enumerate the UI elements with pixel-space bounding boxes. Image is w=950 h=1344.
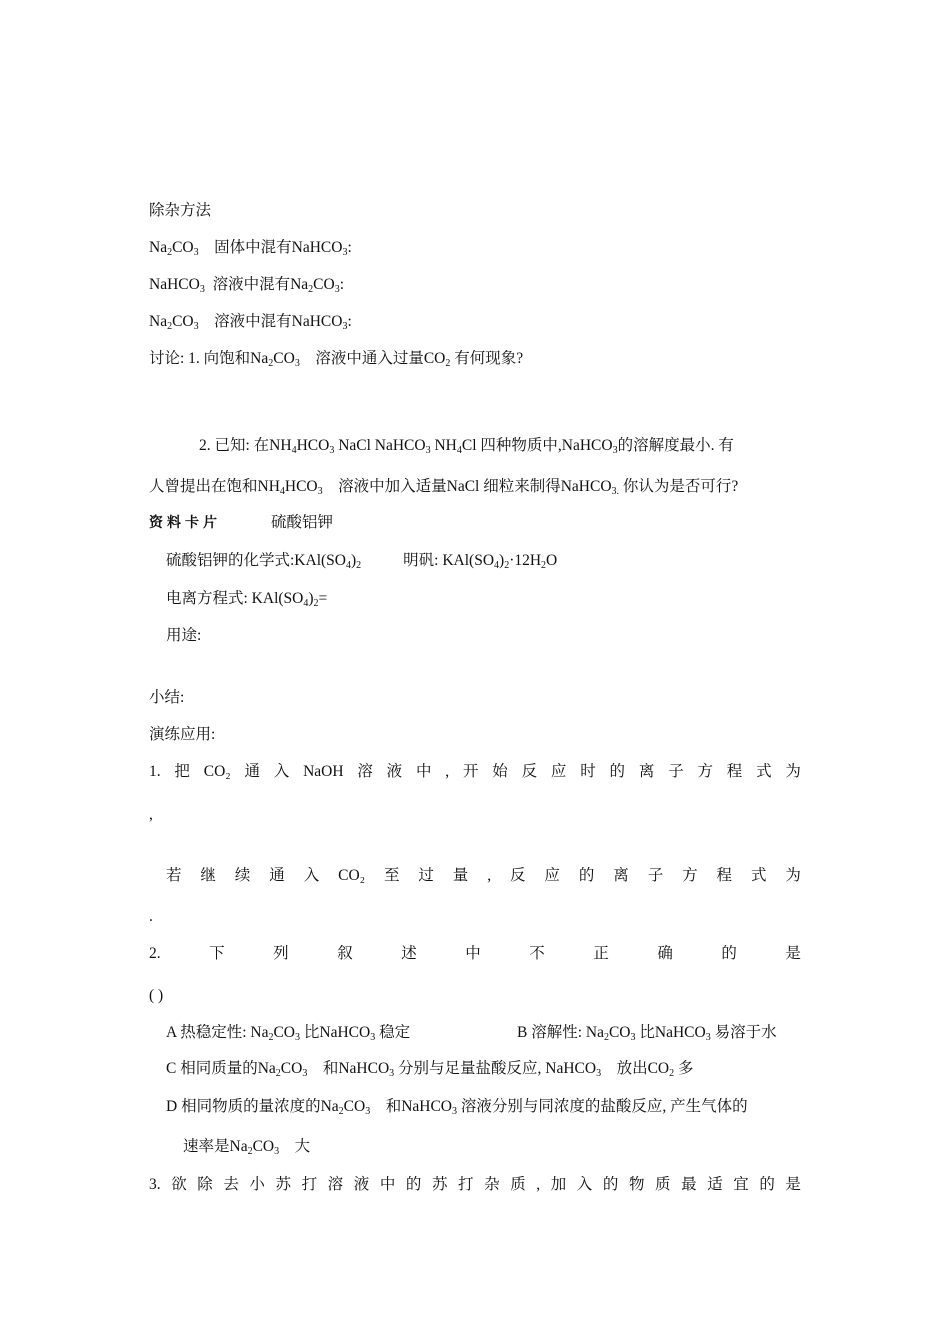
practice-1-token: 中: [415, 763, 432, 780]
practice-1-token: 子: [668, 763, 684, 780]
practice-3-token: 质: [655, 1176, 671, 1193]
practice-1-token: 离: [638, 763, 655, 780]
option-c: C 相同质量的$Na_2CO_3$ 和NaHCO$_3$ 分别与足量盐酸反应, NaHCO$_3$ 放出$CO_2$ 多: [166, 1060, 694, 1079]
practice-1-cont-token: ,: [487, 867, 492, 884]
discussion-q2-line-1: 2. 已知: 在$NH_4HCO_3$ NaCl NaHCO$_3$ $NH_4Cl$ 四种物质中,NaHCO$_3$的溶解度最小. 有: [199, 437, 734, 456]
practice-2-token: 的: [721, 945, 737, 962]
impurity-line-2: NaHCO$_3$ 溶液中混有$Na_2CO_3$:: [149, 276, 344, 295]
practice-3-token: ,: [536, 1176, 541, 1193]
practice-1-cont-token: 继: [200, 867, 216, 884]
practice-1-cont-token: 反: [510, 867, 526, 884]
practice-1-cont-token: 为: [785, 867, 801, 884]
card-use-line: 用途:: [166, 627, 202, 644]
option-b: B 溶解性: $Na_2CO_3$ 比NaHCO$_3$ 易溶于水: [517, 1024, 777, 1043]
practice-1-cont-token: 方: [682, 867, 698, 884]
discussion-q1: 讨论: 1. 向饱和$Na_2CO_3$ 溶液中通入过量$CO_2$ 有何现象?: [149, 350, 524, 369]
practice-1-line: [149, 762, 801, 782]
practice-1-cont-token: 的: [578, 867, 595, 884]
practice-2-token: 述: [401, 945, 417, 962]
practice-1-token: CO₂: [203, 763, 231, 780]
practice-1-cont-token: 量: [452, 867, 469, 884]
info-card-header: [149, 513, 333, 533]
practice-1-period: .: [149, 908, 153, 925]
practice-1-cont-token: 式: [750, 867, 767, 884]
practice-1-cont-token: 通: [269, 867, 285, 884]
info-card-label: 资料卡片: [149, 515, 221, 531]
practice-1-token: 溶: [357, 763, 373, 780]
practice-3-token: 的: [602, 1176, 619, 1193]
practice-2-token: 中: [465, 945, 481, 962]
practice-2-line: [149, 944, 801, 964]
practice-3-token: 除: [197, 1176, 213, 1193]
practice-3-token: 打: [458, 1176, 474, 1193]
practice-2-token: 是: [785, 945, 801, 962]
practice-2-token: 列: [273, 945, 289, 962]
practice-1-cont-token: CO₂: [338, 867, 366, 884]
practice-3-token: 是: [785, 1176, 801, 1193]
practice-3-token: 最: [681, 1176, 697, 1193]
practice-1-token: ,: [445, 763, 450, 780]
practice-1-token: 液: [386, 763, 403, 780]
practice-3-token: 加: [550, 1176, 567, 1193]
practice-3-token: 质: [510, 1176, 526, 1193]
practice-2-token: 不: [529, 945, 545, 962]
practice-2-token: 下: [209, 945, 225, 962]
option-a: A 热稳定性: $Na_2CO_3$ 比NaHCO$_3$ 稳定: [166, 1024, 411, 1043]
practice-2-token: 正: [593, 945, 609, 962]
practice-3-line: [149, 1175, 801, 1195]
option-d: D 相同物质的量浓度的$Na_2CO_3$ 和NaHCO$_3$ 溶液分别与同浓度的盐酸反应, 产生气体的: [166, 1098, 748, 1117]
practice-1-continuation: [166, 866, 801, 886]
practice-1-token: 方: [697, 763, 713, 780]
practice-1-comma: ,: [149, 806, 153, 823]
practice-1-token: 程: [726, 763, 743, 780]
practice-1-cont-token: 若: [166, 867, 182, 884]
practice-3-token: 液: [353, 1176, 370, 1193]
practice-1-token: 反: [521, 763, 538, 780]
practice-3-token: 中: [379, 1176, 396, 1193]
practice-1-token: 应: [550, 763, 567, 780]
practice-3-token: 适: [707, 1176, 723, 1193]
practice-3-token: 物: [628, 1176, 645, 1193]
practice-1-cont-token: 过: [418, 867, 434, 884]
practice-1-token: NaOH: [303, 763, 344, 780]
practice-3-token: 3.: [149, 1176, 161, 1193]
practice-1-token: 通: [244, 763, 260, 780]
practice-3-token: 去: [223, 1176, 239, 1193]
practice-3-token: 苏: [275, 1176, 292, 1193]
practice-1-token: 1.: [149, 763, 161, 780]
info-card-title: 硫酸铝钾: [271, 514, 334, 531]
discussion-q2-line-2: 人曾提出在饱和$NH_4HCO_3$ 溶液中加入适量NaCl 细粒来制得NaHCO$_{3.}$ 你认为是否可行?: [149, 478, 739, 497]
practice-3-token: 打: [301, 1176, 318, 1193]
practice-1-cont-token: 子: [647, 867, 664, 884]
practice-3-token: 苏: [431, 1176, 448, 1193]
practice-1-token: 把: [174, 763, 190, 780]
practice-1-token: 为: [785, 763, 801, 780]
practice-1-cont-token: 程: [716, 867, 733, 884]
practice-3-token: 的: [759, 1176, 775, 1193]
practice-title: 演练应用:: [149, 726, 216, 743]
impurity-line-1: $Na_2CO_3$ 固体中混有NaHCO$_3$:: [149, 239, 352, 258]
practice-1-token: 开: [462, 763, 479, 780]
practice-3-token: 溶: [327, 1176, 344, 1193]
practice-1-token: 的: [609, 763, 626, 780]
practice-1-cont-token: 应: [544, 867, 560, 884]
practice-1-cont-token: 续: [234, 867, 251, 884]
practice-3-token: 小: [249, 1176, 265, 1193]
practice-2-answer-paren: ( ): [149, 987, 164, 1004]
impurity-line-3: $Na_2CO_3$ 溶液中混有NaHCO$_3$:: [149, 313, 352, 332]
summary-label: 小结:: [149, 689, 185, 706]
practice-1-token: 时: [580, 763, 596, 780]
practice-1-token: 始: [492, 763, 508, 780]
practice-3-token: 杂: [484, 1176, 500, 1193]
practice-1-token: 入: [273, 763, 290, 780]
option-d-continuation: 速率是$Na_2CO_3$ 大: [183, 1138, 311, 1157]
practice-2-token: 2.: [149, 945, 161, 962]
practice-1-cont-token: 入: [303, 867, 320, 884]
practice-1-cont-token: 至: [383, 867, 400, 884]
practice-2-token: 确: [657, 945, 673, 962]
card-formula-line: 硫酸铝钾的化学式$:KAl(SO_4)_2$ 明矾: $KAl(SO_4)_2\cdot 12H_2O$: [166, 552, 558, 571]
practice-3-token: 欲: [171, 1176, 187, 1193]
practice-2-token: 叙: [337, 945, 353, 962]
card-ionization-line: 电离方程式: $KAl(SO_4)_2=$: [166, 590, 328, 609]
practice-1-cont-token: 离: [613, 867, 629, 884]
practice-3-token: 入: [576, 1176, 593, 1193]
practice-3-token: 宜: [733, 1176, 749, 1193]
practice-1-token: 式: [756, 763, 772, 780]
section-title: 除杂方法: [149, 202, 212, 219]
practice-3-token: 的: [405, 1176, 422, 1193]
